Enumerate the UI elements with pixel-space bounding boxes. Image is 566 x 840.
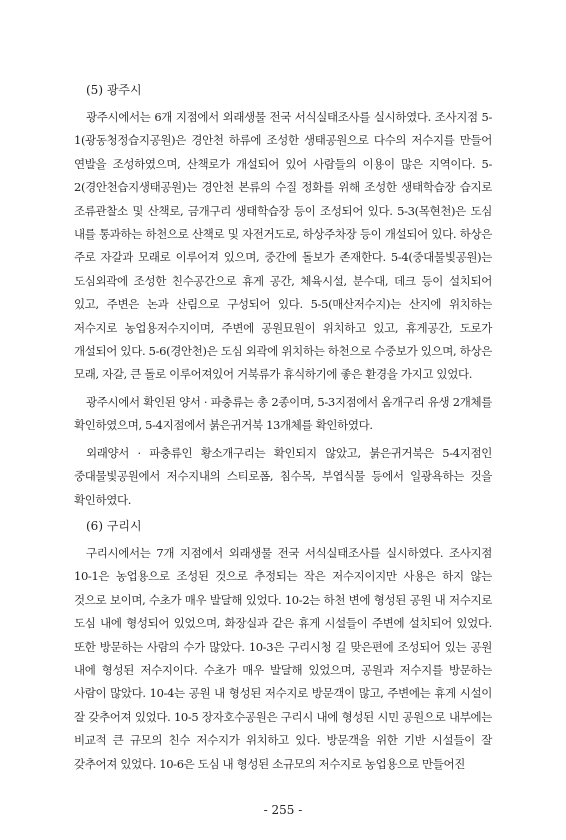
- section-heading: (5) 광주시: [86, 83, 142, 97]
- section-guri: [74, 518, 492, 780]
- paragraph: 광주시에서는 6개 지점에서 외래생물 전국 서식실태조사를 실시하였다. 조사지점 5-1(광동청정습지공원)은 경안천 하류에 조성한 생태공원으로 다수의 저수지를 만들어 연발을 조성하였으며, 산책로가 개설되어 있어 사람들의 이용이 많은 지역이다. 5-2(경안천습지생태공원)는 경안천 본류의 수질 정화를 위해 조성한 생태학습장 습지로 조류관찰소 및 산책로, 금개구리 생태학습장 등이 조성되어 있다. 5-3(목현천)은 도심 내를 통과하는 하천으로 산책로 및 자전거도로, 하상주차장 등이 개설되어 있다. 하상은 주로 자갈과 모래로 이루어져 있으며, 중간에 돌보가 존재한다. 5-4(중대물빛공원)는 도심외곽에 조성한 친수공간으로 휴게 공간, 체육시설, 분수대, 데크 등이 설치되어 있고, 주변은 논과 산림으로 구성되어 있다. 5-5(매산저수지)는 산지에 위치하는 저수지로 농업용저수지이며, 주변에 공원묘원이 위치하고 있고, 휴게공간, 도로가 개설되어 있다. 5-6(경안천)은 도심 외곽에 위치하는 하천으로 수중보가 있으며, 하상은 모래, 자갈, 큰 돌로 이루어져있어 거북류가 휴식하기에 좋은 환경을 가지고 있었다.: [74, 110, 492, 382]
- page-number: - 255 -: [263, 803, 303, 817]
- section-gwangju: [74, 82, 492, 516]
- paragraph: 광주시에서 확인된 양서 · 파충류는 총 2종이며, 5-3지점에서 옴개구리 유생 2개체를 확인하였으며, 5-4지점에서 붉은귀거북 13개체를 확인하였다.: [74, 394, 492, 433]
- section-heading: (6) 구리시: [86, 519, 142, 533]
- paragraph: 구리시에서는 7개 지점에서 외래생물 전국 서식실태조사를 실시하였다. 조사지점 10-1은 농업용으로 조성된 것으로 추정되는 작은 저수지이지만 사용은 하지 않는 것으로 보이며, 수초가 매우 발달해 있었다. 10-2는 하천 변에 형성된 공원 내 저수지로 도심 내에 형성되어 있었으며, 화장실과 같은 휴게 시설들이 주변에 설치되어 있었다. 또한 방문하는 사람의 수가 많았다. 10-3은 구리시청 길 맞은편에 조성되어 있는 공원 내에 형성된 저수지이다. 수초가 매우 발달해 있었으며, 공원과 저수지를 방문하는 사람이 많았다. 10-4는 공원 내 형성된 저수지로 방문객이 많고, 주변에는 휴게 시설이 잘 갖추어져 있었다. 10-5 장자호수공원은 구리시 내에 형성된 시민 공원으로 내부에는 비교적 큰 규모의 친수 저수지가 위치하고 있다. 방문객을 위한 기반 시설들이 잘 갖추어져 있었다. 10-6은 도심 내 형성된 소규모의 저수지로 농업용으로 만들어진: [74, 546, 492, 771]
- paragraph: 외래양서 · 파충류인 황소개구리는 확인되지 않았고, 붉은귀거북은 5-4지점인 중대물빛공원에서 저수지내의 스티로폼, 침수목, 부엽식물 등에서 일광욕하는 것을 확인하였다.: [74, 445, 492, 507]
